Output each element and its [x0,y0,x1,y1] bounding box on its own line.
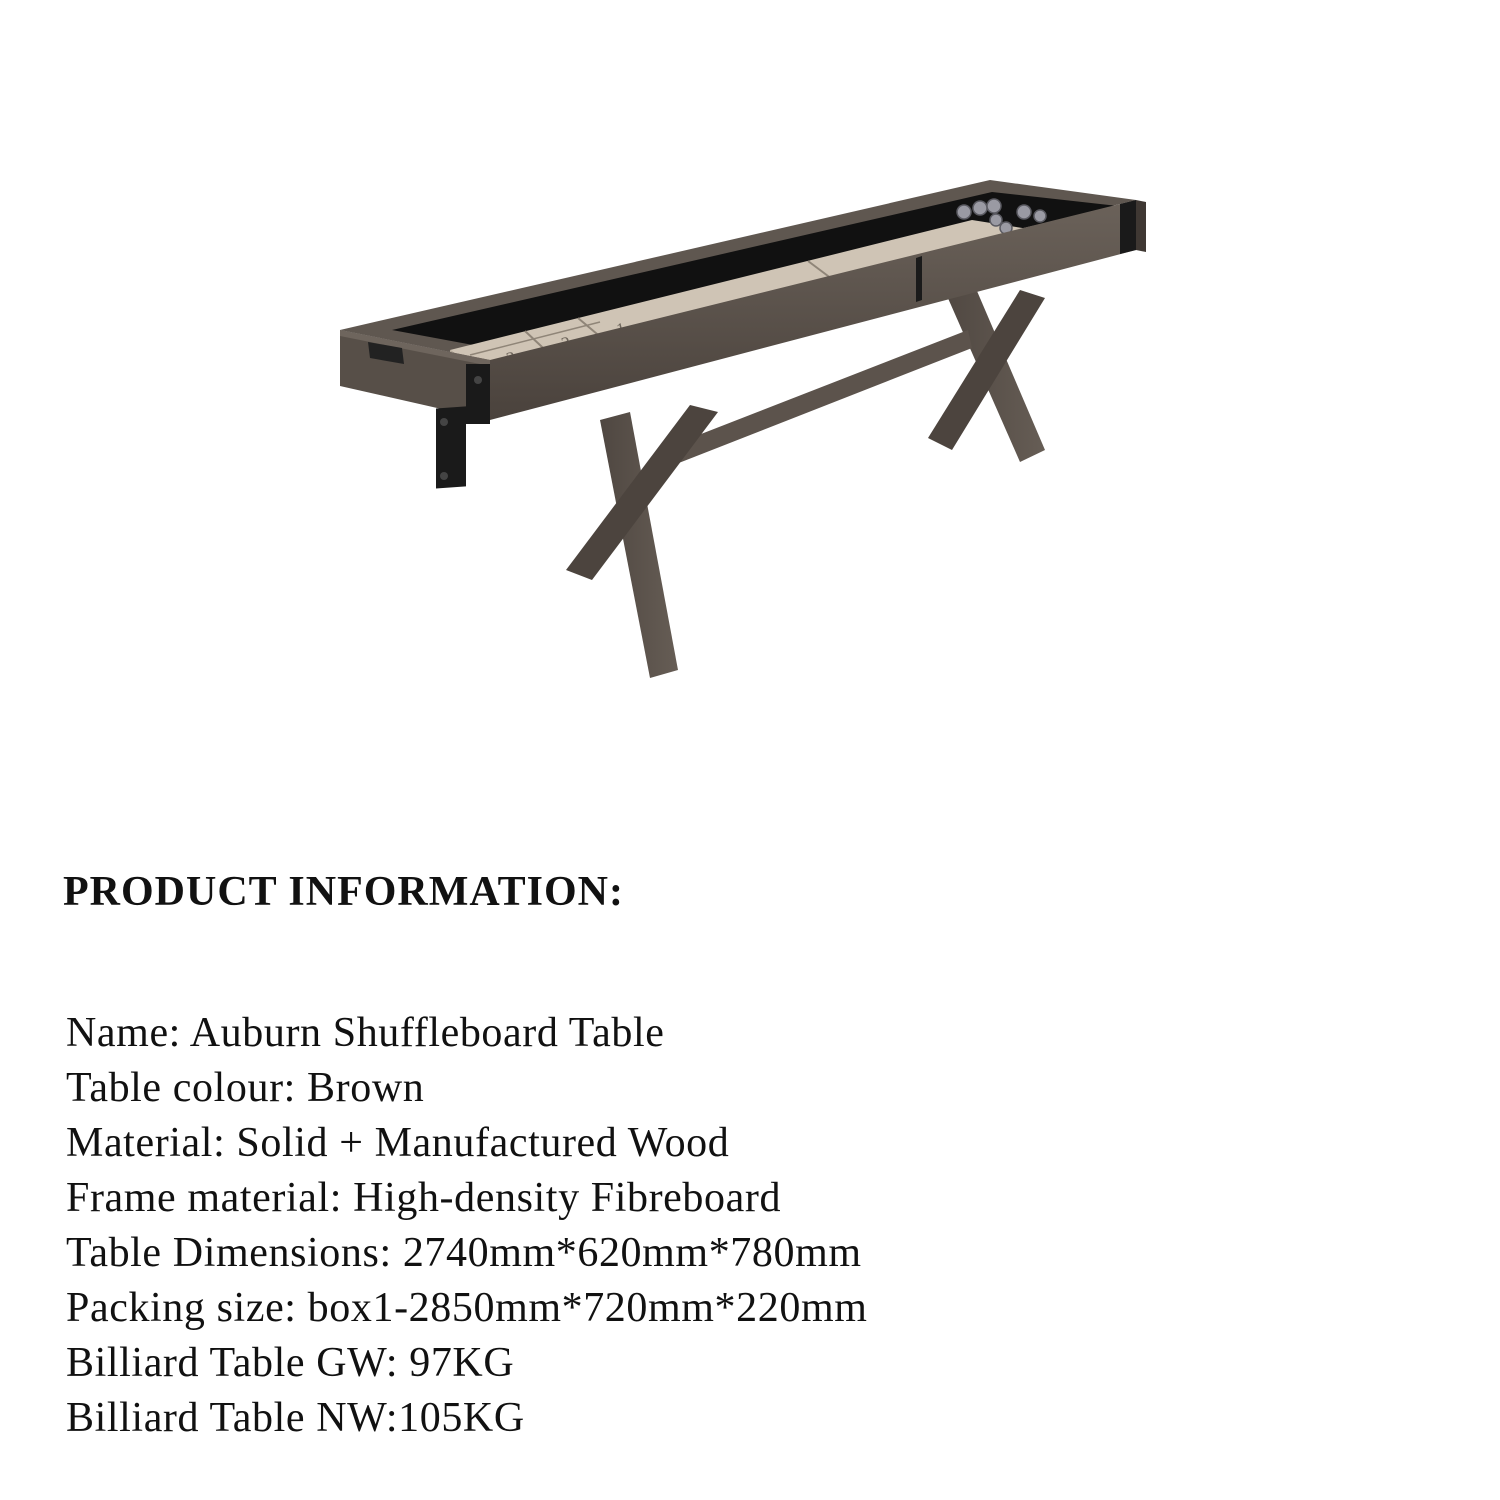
section-heading: PRODUCT INFORMATION: [63,869,624,915]
spec-gross-weight: Billiard Table GW: 97KG [66,1340,515,1386]
product-image [300,150,1200,710]
spec-table-colour: Table colour: Brown [66,1065,425,1111]
spec-net-weight: Billiard Table NW:105KG [66,1395,525,1441]
spec-packing-size: Packing size: box1-2850mm*720mm*220mm [66,1285,868,1331]
spec-material: Material: Solid + Manufactured Wood [66,1120,730,1166]
spec-list [66,1006,867,1446]
spec-name: Name: Auburn Shuffleboard Table [66,1010,665,1056]
spec-frame-material: Frame material: High-density Fibreboard [66,1175,782,1221]
shuffleboard-table-icon [300,150,1200,710]
spec-table-dimensions: Table Dimensions: 2740mm*620mm*780mm [66,1230,862,1276]
